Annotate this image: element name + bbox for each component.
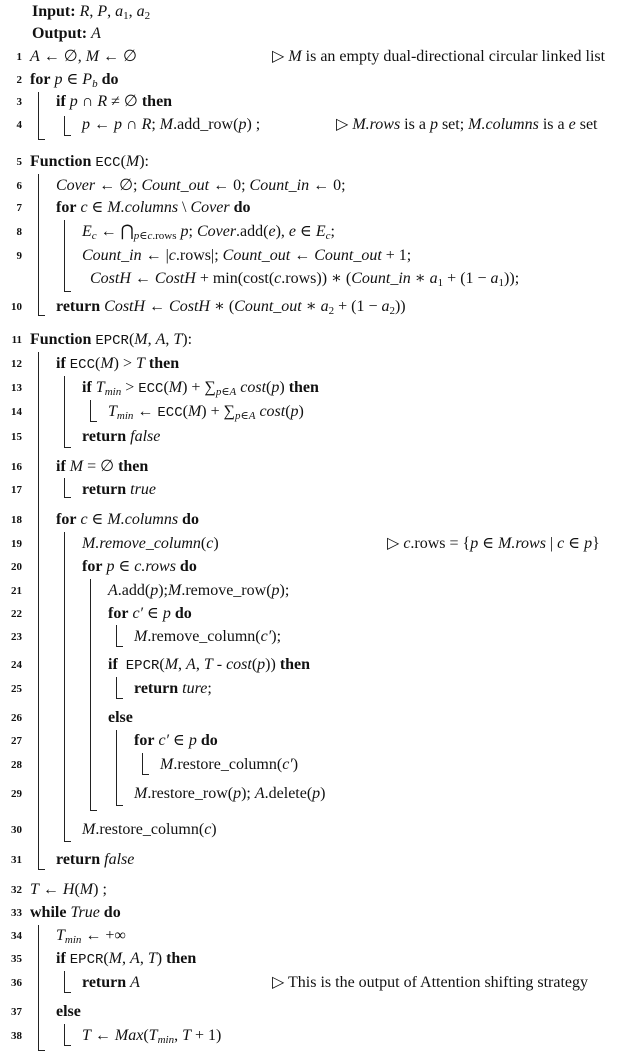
block-bar <box>64 532 65 842</box>
block-bar <box>38 352 39 870</box>
algo-line-28: 28 M.restore_column(c′) <box>11 756 299 773</box>
comment: ▷ M.rows is a p set; M.columns is a e set <box>336 116 598 133</box>
algo-line-14: 14 $T_{min}$ ← $ECC(M) + \sum_{p\in A}$ cost(p) <box>11 403 304 422</box>
algo-line-17: 17 return true <box>11 481 156 498</box>
algo-line-18: 18 for c ∈ M.columns do <box>11 511 199 528</box>
algo-line-36: 36 return A ▷ This is the output of Attention shifting strategy <box>0 972 627 994</box>
algo-line-22: 22 for c′ ∈ p do <box>11 605 192 622</box>
block-foot <box>64 1045 71 1046</box>
block-foot <box>64 992 71 993</box>
algo-line-7: 7 for c ∈ M.columns \ Cover do <box>16 199 251 216</box>
algo-line-9-cont: CostH ← CostH + min(cost(c.rows)) ∗ (Count_in ∗ $a_1 + (1 - a_1)$); <box>90 270 520 289</box>
block-bar <box>116 625 117 647</box>
algo-line-29: 29 M.restore_row(p); A.delete(p) <box>11 785 326 802</box>
block-foot <box>38 315 45 316</box>
block-foot <box>38 1050 45 1051</box>
algo-line-3: 3 if p ∩ R ≠ ∅ then <box>16 93 173 110</box>
block-foot <box>116 698 123 699</box>
block-foot <box>116 805 123 806</box>
block-foot <box>90 421 97 422</box>
algo-line-25: 25 return ture; <box>11 680 212 697</box>
input-label: Input: <box>32 3 76 20</box>
block-foot <box>64 497 71 498</box>
algo-line-1: 1 A ← ∅, M ← ∅ ▷ M is an empty dual-directional circular linked list <box>0 46 627 68</box>
algo-line-9: 9 Count_in ← |c.rows|; Count_out ← Count_out + 1; <box>16 247 412 264</box>
algo-line-20: 20 for p ∈ c.rows do <box>11 558 197 575</box>
algo-line-10: 10 return CostH ← CostH ∗ (Count_out ∗ $a_2 + (1 - a_2)$) <box>11 298 406 317</box>
block-bar <box>90 400 91 422</box>
block-bar <box>64 971 65 993</box>
comment: ▷ c.rows = {p ∈ M.rows | c ∈ p} <box>387 535 600 552</box>
algo-line-4: 4 p ← p ∩ R; M.add_row(p) ; ▷ M.rows is a p set; M.columns is a e set <box>0 114 627 136</box>
algo-line-35: 35 if EPCR(M, A, T) then <box>11 950 197 968</box>
algo-line-13: 13 if $T_{min} > ECC(M) + \sum_{p\in A}$ cost(p) then <box>11 379 319 398</box>
algo-line-23: 23 M.remove_column(c′); <box>11 628 282 645</box>
block-bar <box>142 753 143 775</box>
algo-line-37: 37 else <box>11 1003 81 1020</box>
block-foot <box>64 447 71 448</box>
block-foot <box>64 135 71 136</box>
input-line: Input: R, P, $a_1$, $a_2$ <box>32 3 151 22</box>
block-foot <box>38 139 45 140</box>
block-bar <box>64 220 65 292</box>
output-label: Output: <box>32 25 88 42</box>
block-bar <box>116 730 117 806</box>
block-bar <box>64 1024 65 1046</box>
algo-line-21: 21 A.add(p);M.remove_row(p); <box>11 582 290 599</box>
block-bar <box>64 376 65 448</box>
algo-line-33: 33 while True do <box>11 904 121 921</box>
block-bar <box>38 92 39 140</box>
block-bar <box>90 579 91 811</box>
algo-line-2: 2 for p ∈ $P_b$ do <box>16 71 119 90</box>
algo-line-8: 8 $E_c$ ← $⋂_{p\in c.rows}$ p; Cover.add(e), e ∈ $E_c$; <box>16 223 335 242</box>
block-foot <box>38 869 45 870</box>
algo-line-19: 19 M.remove_column(c) ▷ c.rows = {p ∈ M.rows | c ∈ p} <box>0 533 627 555</box>
algo-line-11: 11 Function EPCR(M, A, T): <box>11 331 193 349</box>
block-foot <box>116 646 123 647</box>
comment: ▷ This is the output of Attention shifting strategy <box>272 974 588 991</box>
algo-line-12: 12 if ECC(M) > T then <box>11 355 180 373</box>
block-bar <box>38 174 39 316</box>
algo-line-15: 15 return false <box>11 428 161 445</box>
block-bar <box>116 677 117 699</box>
algo-line-6: 6 Cover ← ∅; Count_out ← 0; Count_in ← 0; <box>16 177 346 194</box>
block-bar <box>38 925 39 1051</box>
block-foot <box>90 810 97 811</box>
algo-line-30: 30 M.restore_column(c) <box>11 821 217 838</box>
algo-line-16: 16 if M = ∅ then <box>11 458 149 475</box>
block-foot <box>64 841 71 842</box>
algo-line-32: 32 T ← H(M) ; <box>11 881 107 898</box>
algo-line-34: 34 $T_{min}$ ← +∞ <box>11 927 126 946</box>
algo-line-24: 24 if EPCR(M, A, T - cost(p)) then <box>11 656 311 674</box>
block-foot <box>64 291 71 292</box>
block-bar <box>64 116 65 136</box>
output-line: Output: A <box>32 25 101 42</box>
algo-line-31: 31 return false <box>11 851 135 868</box>
algo-line-26: 26 else <box>11 709 133 726</box>
block-foot <box>142 774 149 775</box>
algo-line-38: 38 T ← $Max(T_{min}$, T + 1) <box>11 1027 222 1046</box>
comment: ▷ M is an empty dual-directional circular linked list <box>272 48 606 65</box>
block-bar <box>64 478 65 498</box>
algo-line-27: 27 for c′ ∈ p do <box>11 732 218 749</box>
algo-line-5: 5 Function ECC(M): <box>16 153 149 171</box>
